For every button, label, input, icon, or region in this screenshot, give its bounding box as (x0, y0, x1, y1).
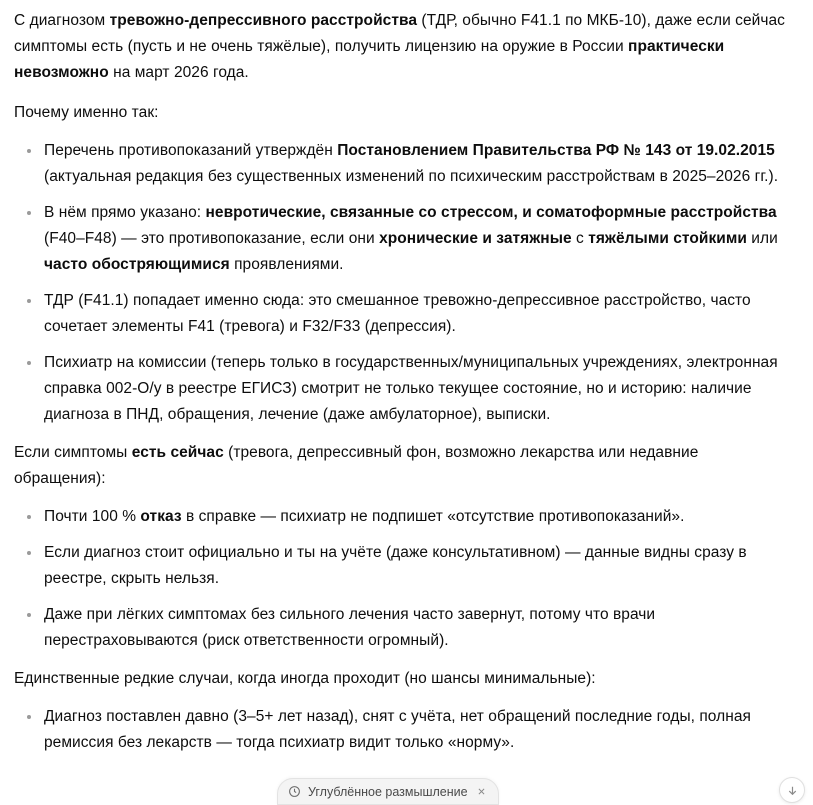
why-list (14, 138, 791, 428)
item-bold-1: отказ (140, 508, 182, 525)
item-text-1: Даже при лёгких симптомах без сильного лечения часто завернут, потому что врачи перестраховываются (риск ответственности огромный). (44, 606, 656, 649)
list-item (14, 138, 791, 190)
deep-thinking-chip[interactable] (277, 778, 499, 805)
item-bold-4: часто обостряющимися (44, 256, 230, 273)
now-text-1: Если симптомы (14, 444, 132, 461)
item-text-1: В нём прямо указано: (44, 204, 206, 221)
lead-text-1: С диагнозом (14, 12, 110, 29)
item-text-1: Если диагноз стоит официально и ты на учёте (даже консультативном) — данные видны сразу в реестре, скрыть нельзя. (44, 544, 747, 587)
scroll-down-button[interactable] (779, 777, 805, 803)
item-text-3: с (571, 230, 589, 247)
item-text-1: Почти 100 % (44, 508, 141, 525)
lead-paragraph (14, 8, 791, 86)
item-bold-1: Постановлением Правительства РФ № 143 от 19.02.2015 (337, 142, 775, 159)
why-heading: Почему именно так: (14, 104, 159, 121)
lead-bold-diagnosis: тревожно-депрессивного расстройства (109, 12, 418, 29)
current-symptoms-list (14, 504, 791, 654)
item-text-1: Психиатр на комиссии (теперь только в государственных/муниципальных учреждениях, электронная справка 002-О/у в реестре ЕГИСЗ) смотрит не только текущее состояние, но и историю: наличие диагноза в ПНД, обращения, лечение (даже амбулаторное), выписки. (44, 354, 778, 423)
now-bold-1: есть сейчас (131, 444, 224, 461)
item-text-5: проявлениями. (229, 256, 344, 273)
clock-icon (287, 785, 301, 799)
item-bold-3: тяжёлыми стойкими (588, 230, 747, 247)
item-text-1: ТДР (F41.1) попадает именно сюда: это смешанное тревожно-депрессивное расстройство, часто сочетает элементы F41 (тревога) и F32/F33 (депрессия). (44, 292, 751, 335)
current-symptoms-heading (14, 440, 791, 492)
item-bold-1: невротические, связанные со стрессом, и соматоформные расстройства (205, 204, 777, 221)
list-item (14, 504, 791, 530)
now-text-2: (тревога, депрессивный фон, возможно лекарства или недавние обращения): (14, 444, 699, 487)
item-text-1: Перечень противопоказаний утверждён (44, 142, 338, 159)
close-icon[interactable] (475, 785, 488, 798)
list-item (14, 288, 791, 340)
rare-cases-list (14, 704, 791, 756)
list-item (14, 540, 791, 592)
lead-text-3: на март 2026 года. (108, 64, 249, 81)
item-text-2: (актуальная редакция без существенных изменений по психическим расстройствам в 2025–2026 гг.). (44, 168, 779, 185)
item-text-2: (F40–F48) — это противопоказание, если они (44, 230, 380, 247)
item-text-4: или (746, 230, 778, 247)
deep-thinking-label: Углублённое размышление (308, 784, 468, 799)
scroll-down-icon (786, 784, 799, 797)
item-bold-2: хронические и затяжные (379, 230, 572, 247)
item-text-2: в справке — психиатр не подпишет «отсутствие противопоказаний». (181, 508, 685, 525)
lead-text-2: (ТДР, обычно F41.1 по МКБ-10), даже если сейчас симптомы есть (пусть и не очень тяжёлые), получить лицензию на оружие в России (14, 12, 785, 55)
list-item (14, 704, 791, 756)
item-text-1: Диагноз поставлен давно (3–5+ лет назад), снят с учёта, нет обращений последние годы, полная ремиссия без лекарств — тогда психиатр видит только «норму». (44, 708, 751, 751)
lead-bold-impossible: практически невозможно (14, 38, 725, 81)
rare-cases-heading: Единственные редкие случаи, когда иногда проходит (но шансы минимальные): (14, 670, 596, 687)
list-item (14, 200, 791, 278)
list-item (14, 350, 791, 428)
list-item (14, 602, 791, 654)
